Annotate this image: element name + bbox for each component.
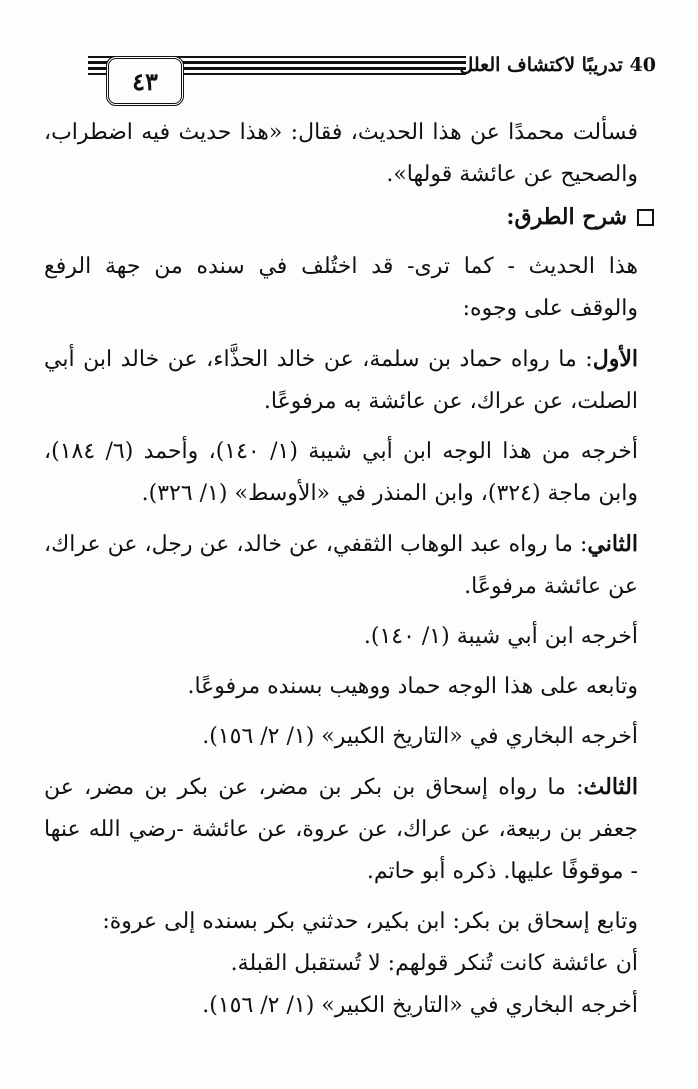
paragraph-question: فسألت محمدًا عن هذا الحديث، فقال: «هذا حديث فيه اضطراب، والصحيح عن عائشة قولها».: [44, 120, 638, 187]
main-text: [44, 112, 654, 1027]
running-title: 40 تدريبًا لاكتشاف العلل: [459, 54, 656, 76]
paragraph-bukhari-2: أخرجه البخاري في «التاريخ الكبير» (١/ ٢/ ١٥٦).: [202, 993, 638, 1018]
section-heading-text: شرح الطرق:: [506, 204, 627, 230]
lead-second: الثاني: [587, 531, 638, 557]
paragraph-mutabaa: وتابعه على هذا الوجه حماد ووهيب بسنده مرفوعًا.: [187, 674, 638, 699]
lead-third: الثالث: [583, 774, 638, 800]
paragraph-ibn-bukayr: وتابع إسحاق بن بكر: ابن بكير، حدثني بكر بسنده إلى عروة:: [102, 909, 638, 934]
paragraph-third-way: [44, 766, 654, 893]
paragraph-aisha-quote: أن عائشة كانت تُنكر قولهم: لا تُستقبل القبلة.: [230, 951, 638, 976]
page-header: [88, 42, 656, 96]
paragraph-third-way-text: : ما رواه إسحاق بن بكر بن مضر، عن بكر بن مضر، عن جعفر بن ربيعة، عن عراك، عن عروة، عن عائشة -رضي الله عنها - موقوفًا عليها. ذكره أبو حاتم.: [44, 775, 638, 884]
paragraph-first-takhrij: أخرجه من هذا الوجه ابن أبي شيبة (١/ ١٤٠)، وأحمد (٦/ ١٨٤)، وابن ماجة (٣٢٤)، وابن المنذر في «الأوسط» (١/ ٣٢٦).: [44, 439, 639, 506]
paragraph-first-way: [44, 338, 654, 423]
lead-first: الأول: [592, 346, 638, 372]
section-heading: [44, 196, 654, 238]
square-bullet-icon: [637, 209, 654, 226]
paragraph-second-way: [44, 523, 654, 608]
page-number: ٤٣: [106, 56, 184, 106]
paragraph-second-takhrij: أخرجه ابن أبي شيبة (١/ ١٤٠).: [363, 624, 638, 649]
header-rule: [88, 56, 466, 96]
paragraph-bukhari-1: أخرجه البخاري في «التاريخ الكبير» (١/ ٢/ ١٥٦).: [202, 724, 638, 749]
paragraph-first-way-text: : ما رواه حماد بن سلمة، عن خالد الحذَّاء، عن خالد ابن أبي الصلت، عن عراك، عن عائشة به مرفوعًا.: [44, 347, 638, 414]
paragraph-intro: هذا الحديث - كما ترى- قد اختُلف في سنده من جهة الرفع والوقف على وجوه:: [44, 254, 638, 321]
paragraph-second-way-text: : ما رواه عبد الوهاب الثقفي، عن خالد، عن رجل، عن عراك، عن عائشة مرفوعًا.: [44, 532, 638, 599]
